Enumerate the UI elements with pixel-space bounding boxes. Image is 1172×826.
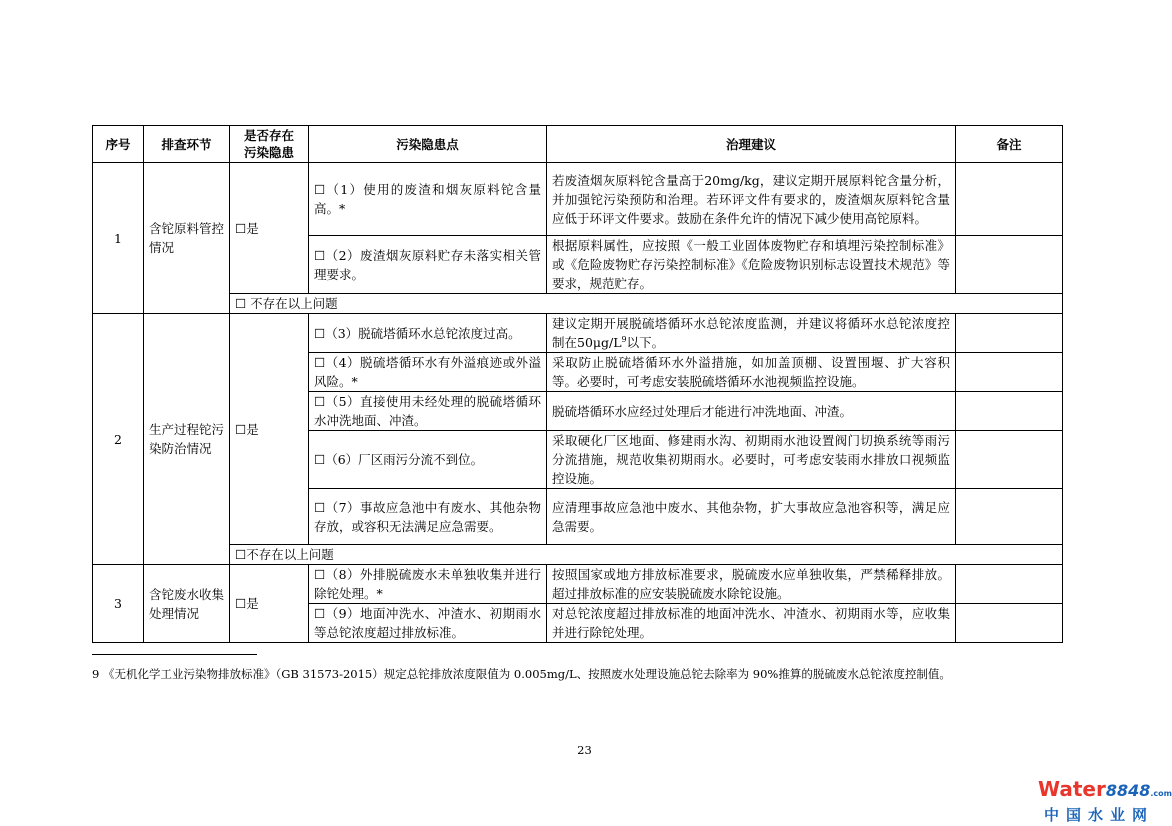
hazard-point: ☐（3）脱硫塔循环水总铊浓度过高。: [309, 314, 547, 353]
hazard-point: ☐（1）使用的废渣和烟灰原料铊含量高。*: [309, 163, 547, 236]
advice-cell: 根据原料属性，应按照《一般工业固体废物贮存和填埋污染控制标准》或《危险废物贮存污染控制标准》《危险废物识别标志设置技术规范》等要求，规范贮存。: [547, 236, 956, 294]
header-cell-advice: 治理建议: [547, 126, 956, 163]
hazard-point: ☐（4）脱硫塔循环水有外溢痕迹或外溢风险。*: [309, 353, 547, 392]
exists-checkbox[interactable]: ☐是: [230, 565, 309, 643]
page-number: 23: [577, 743, 592, 757]
advice-cell: 采取防止脱硫塔循环水外溢措施，如加盖顶棚、设置围堰、扩大容积等。必要时，可考虑安装脱硫塔循环水池视频监控设施。: [547, 353, 956, 392]
remark-cell: [956, 431, 1063, 489]
hazard-point: ☐（7）事故应急池中有废水、其他杂物存放，或容积无法满足应急需要。: [309, 489, 547, 545]
table-row: [93, 163, 1063, 236]
logo-word-blue: 8848: [1105, 781, 1151, 800]
hazard-point: ☐（9）地面冲洗水、冲渣水、初期雨水等总铊浓度超过排放标准。: [309, 604, 547, 643]
logo-cn-text: 中国水业网: [1044, 806, 1155, 824]
remark-cell: [956, 163, 1063, 236]
table-row: [93, 545, 1063, 565]
advice-cell: 采取硬化厂区地面、修建雨水沟、初期雨水池设置阀门切换系统等雨污分流措施，规范收集初期雨水。必要时，可考虑安装雨水排放口视频监控设施。: [547, 431, 956, 489]
advice-cell: [547, 314, 956, 353]
header-cell-exists: [230, 126, 309, 163]
remark-cell: [956, 236, 1063, 294]
logo-word-red: Water: [1038, 777, 1106, 801]
advice-text-end: 以下。: [626, 335, 665, 350]
row-number: 3: [93, 565, 144, 643]
footnote-ref[interactable]: 9: [621, 334, 627, 344]
remark-cell: [956, 489, 1063, 545]
table-row: [93, 314, 1063, 353]
logo-domain: .com: [1150, 789, 1172, 798]
stage-cell: 含铊原料管控情况: [144, 163, 230, 314]
header-cell-point: 污染隐患点: [309, 126, 547, 163]
advice-cell: 对总铊浓度超过排放标准的地面冲洗水、冲渣水、初期雨水等，应收集并进行除铊处理。: [547, 604, 956, 643]
row-number: 1: [93, 163, 144, 314]
stage-cell: 生产过程铊污染防治情况: [144, 314, 230, 565]
advice-cell: 按照国家或地方排放标准要求，脱硫废水应单独收集，严禁稀释排放。超过排放标准的应安装脱硫废水除铊设施。: [547, 565, 956, 604]
remark-cell: [956, 604, 1063, 643]
none-checkbox[interactable]: ☐不存在以上问题: [230, 545, 1063, 565]
advice-text: 建议定期开展脱硫塔循环水总铊浓度监测，并建议将循环水总铊浓度控制在50μg/L: [552, 316, 950, 350]
stage-cell: 含铊废水收集处理情况: [144, 565, 230, 643]
remark-cell: [956, 392, 1063, 431]
footnote-divider: [92, 654, 257, 655]
table-row: [93, 565, 1063, 604]
hazard-point: ☐（5）直接使用未经处理的脱硫塔循环水冲洗地面、冲渣。: [309, 392, 547, 431]
exists-checkbox[interactable]: ☐是: [230, 163, 309, 294]
advice-cell: 应清理事故应急池中废水、其他杂物，扩大事故应急池容积等，满足应急需要。: [547, 489, 956, 545]
header-cell-remark: 备注: [956, 126, 1063, 163]
exists-checkbox[interactable]: ☐是: [230, 314, 309, 545]
advice-cell: 脱硫塔循环水应经过处理后才能进行冲洗地面、冲渣。: [547, 392, 956, 431]
watermark-logo: [1038, 777, 1172, 824]
inspection-table: [92, 125, 1063, 643]
footnote: 9 《无机化学工业污染物排放标准》（GB 31573-2015）规定总铊排放浓度限值为 0.005mg/L、按照废水处理设施总铊去除率为 90%推算的脱硫废水总铊浓度控制值。: [92, 667, 951, 681]
hazard-point: ☐（8）外排脱硫废水未单独收集并进行除铊处理。*: [309, 565, 547, 604]
header-cell-stage: 排查环节: [144, 126, 230, 163]
remark-cell: [956, 314, 1063, 353]
remark-cell: [956, 353, 1063, 392]
remark-cell: [956, 565, 1063, 604]
advice-cell: 若废渣烟灰原料铊含量高于20mg/kg，建议定期开展原料铊含量分析，并加强铊污染预防和治理。若环评文件有要求的，废渣烟灰原料铊含量应低于环评文件要求。鼓励在条件允许的情况下减少使用高铊原料。: [547, 163, 956, 236]
row-number: 2: [93, 314, 144, 565]
table-header-row: [93, 126, 1063, 163]
hazard-point: ☐（6）厂区雨污分流不到位。: [309, 431, 547, 489]
none-checkbox[interactable]: ☐ 不存在以上问题: [230, 294, 1063, 314]
logo-wordmark: [1038, 777, 1172, 805]
table-row: [93, 294, 1063, 314]
hazard-point: ☐（2）废渣烟灰原料贮存未落实相关管理要求。: [309, 236, 547, 294]
header-exists-text: 是否存在污染隐患: [243, 128, 294, 160]
header-cell-no: 序号: [93, 126, 144, 163]
